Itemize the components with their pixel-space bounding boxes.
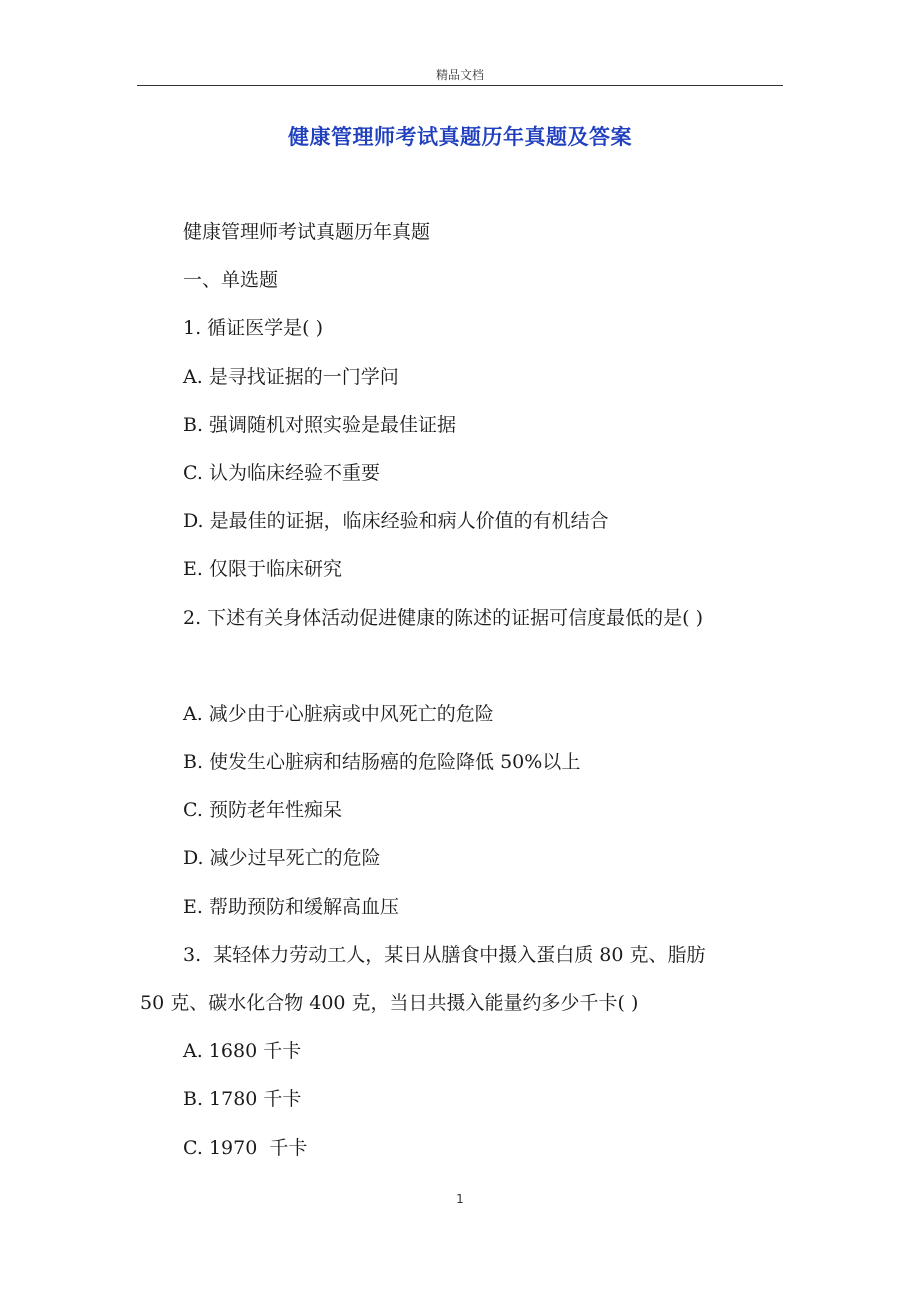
page-number: 1 bbox=[456, 1192, 464, 1206]
question-2-option-c: C. 预防老年性痴呆 bbox=[183, 799, 342, 821]
question-2-option-b: B. 使发生心脏病和结肠癌的危险降低 50%以上 bbox=[183, 751, 581, 773]
question-2: 2. 下述有关身体活动促进健康的陈述的证据可信度最低的是( ) bbox=[183, 607, 704, 629]
subtitle: 健康管理师考试真题历年真题 bbox=[183, 221, 431, 243]
question-1-option-c: C. 认为临床经验不重要 bbox=[183, 462, 380, 484]
header-divider bbox=[137, 85, 783, 86]
question-1-option-e: E. 仅限于临床研究 bbox=[183, 558, 342, 580]
question-1-option-b: B. 强调随机对照实验是最佳证据 bbox=[183, 414, 457, 436]
question-3-option-b: B. 1780 千卡 bbox=[183, 1088, 302, 1110]
question-1: 1. 循证医学是( ) bbox=[183, 317, 324, 339]
question-3-line-1: 3. 某轻体力劳动工人，某日从膳食中摄入蛋白质 80 克、脂肪 bbox=[183, 944, 706, 966]
question-3-option-a: A. 1680 千卡 bbox=[183, 1040, 302, 1062]
page-header-label: 精品文档 bbox=[435, 68, 484, 82]
section-heading: 一、单选题 bbox=[183, 269, 279, 291]
question-1-option-d: D. 是最佳的证据，临床经验和病人价值的有机结合 bbox=[183, 510, 609, 532]
question-3-option-c: C. 1970 千卡 bbox=[183, 1137, 308, 1159]
question-2-option-a: A. 减少由于心脏病或中风死亡的危险 bbox=[183, 703, 494, 725]
question-1-option-a: A. 是寻找证据的一门学问 bbox=[183, 366, 399, 388]
question-2-option-d: D. 减少过早死亡的危险 bbox=[183, 847, 381, 869]
question-2-option-e: E. 帮助预防和缓解高血压 bbox=[183, 896, 399, 918]
document-title: 健康管理师考试真题历年真题及答案 bbox=[288, 125, 632, 149]
question-3-line-2: 50 克、碳水化合物 400 克，当日共摄入能量约多少千卡( ) bbox=[140, 992, 639, 1014]
